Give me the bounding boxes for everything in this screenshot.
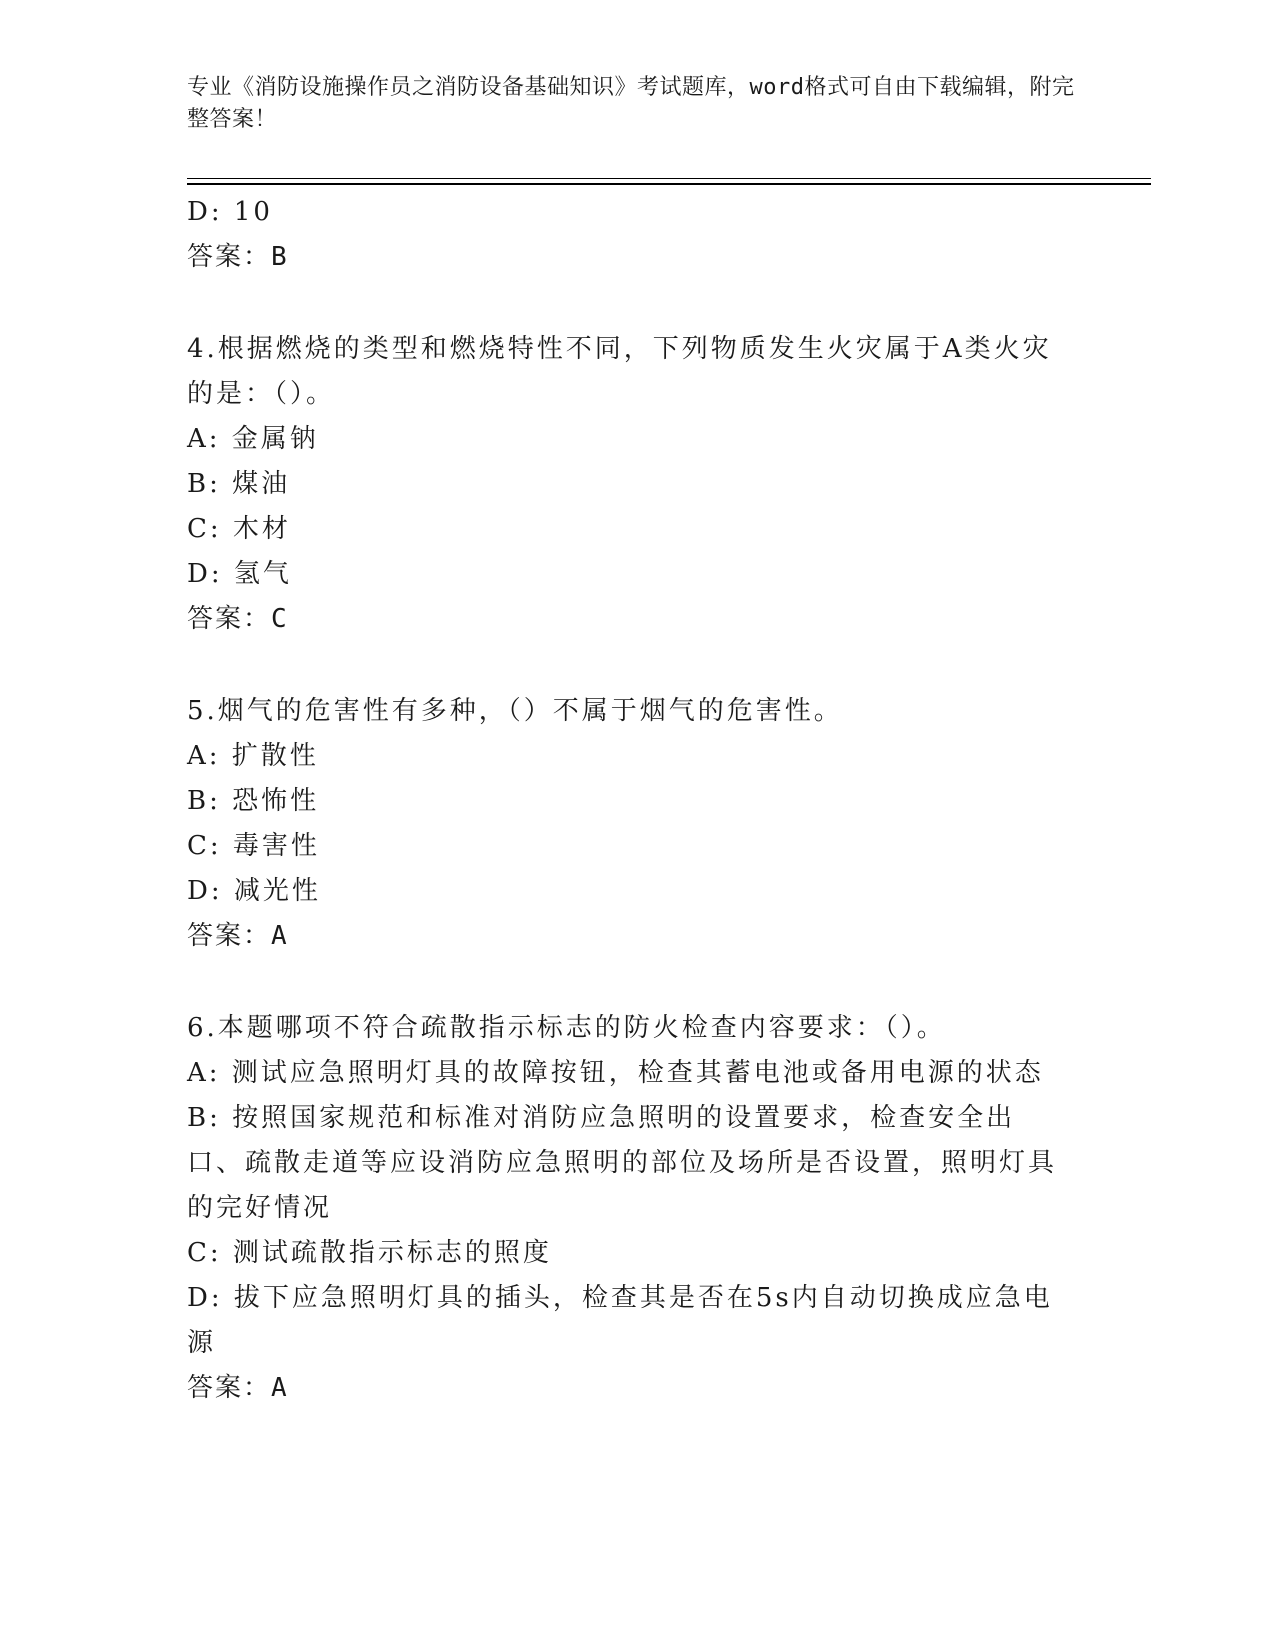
q6-option-b: B: 按照国家规范和标准对消防应急照明的设置要求，检查安全出口、疏散走道等应设消防应急照明的部位及场所是否设置，照明灯具的完好情况 [187, 1103, 1058, 1223]
q5-option-a: A: 扩散性 [187, 741, 319, 771]
q6-option-c: C: 测试疏散指示标志的照度 [187, 1238, 552, 1268]
question-content [187, 190, 1067, 1411]
header-divider-bottom [187, 183, 1151, 185]
q5-stem: 5.烟气的危害性有多种，（）不属于烟气的危害性。 [187, 696, 843, 726]
prev-answer: 答案：B [187, 242, 289, 272]
spacer [187, 959, 1067, 1006]
spacer [187, 642, 1067, 689]
q4-option-c: C: 木材 [187, 514, 291, 544]
spacer [187, 280, 1067, 327]
q4-option-b: B: 煤油 [187, 469, 291, 499]
q4-option-a: A: 金属钠 [187, 424, 319, 454]
q6-answer: 答案：A [187, 1373, 289, 1403]
q4-stem: 4.根据燃烧的类型和燃烧特性不同，下列物质发生火灾属于A类火灾的是：（）。 [187, 334, 1052, 409]
q4-answer: 答案：C [187, 604, 289, 634]
q4-option-d: D: 氢气 [187, 559, 292, 589]
document-header: 专业《消防设施操作员之消防设备基础知识》考试题库，word格式可自由下载编辑，附完整答案！ [187, 75, 1075, 132]
q5-option-d: D: 减光性 [187, 876, 321, 906]
prev-option-d: D: 10 [187, 197, 273, 227]
q5-answer: 答案：A [187, 921, 289, 951]
q6-option-d: D: 拔下应急照明灯具的插头，检查其是否在5s内自动切换成应急电源 [187, 1283, 1053, 1358]
q6-option-a: A: 测试应急照明灯具的故障按钮，检查其蓄电池或备用电源的状态 [187, 1058, 1044, 1088]
q6-stem: 6.本题哪项不符合疏散指示标志的防火检查内容要求：（）。 [187, 1013, 946, 1043]
header-divider-top [187, 178, 1151, 179]
q5-option-c: C: 毒害性 [187, 831, 320, 861]
q5-option-b: B: 恐怖性 [187, 786, 320, 816]
